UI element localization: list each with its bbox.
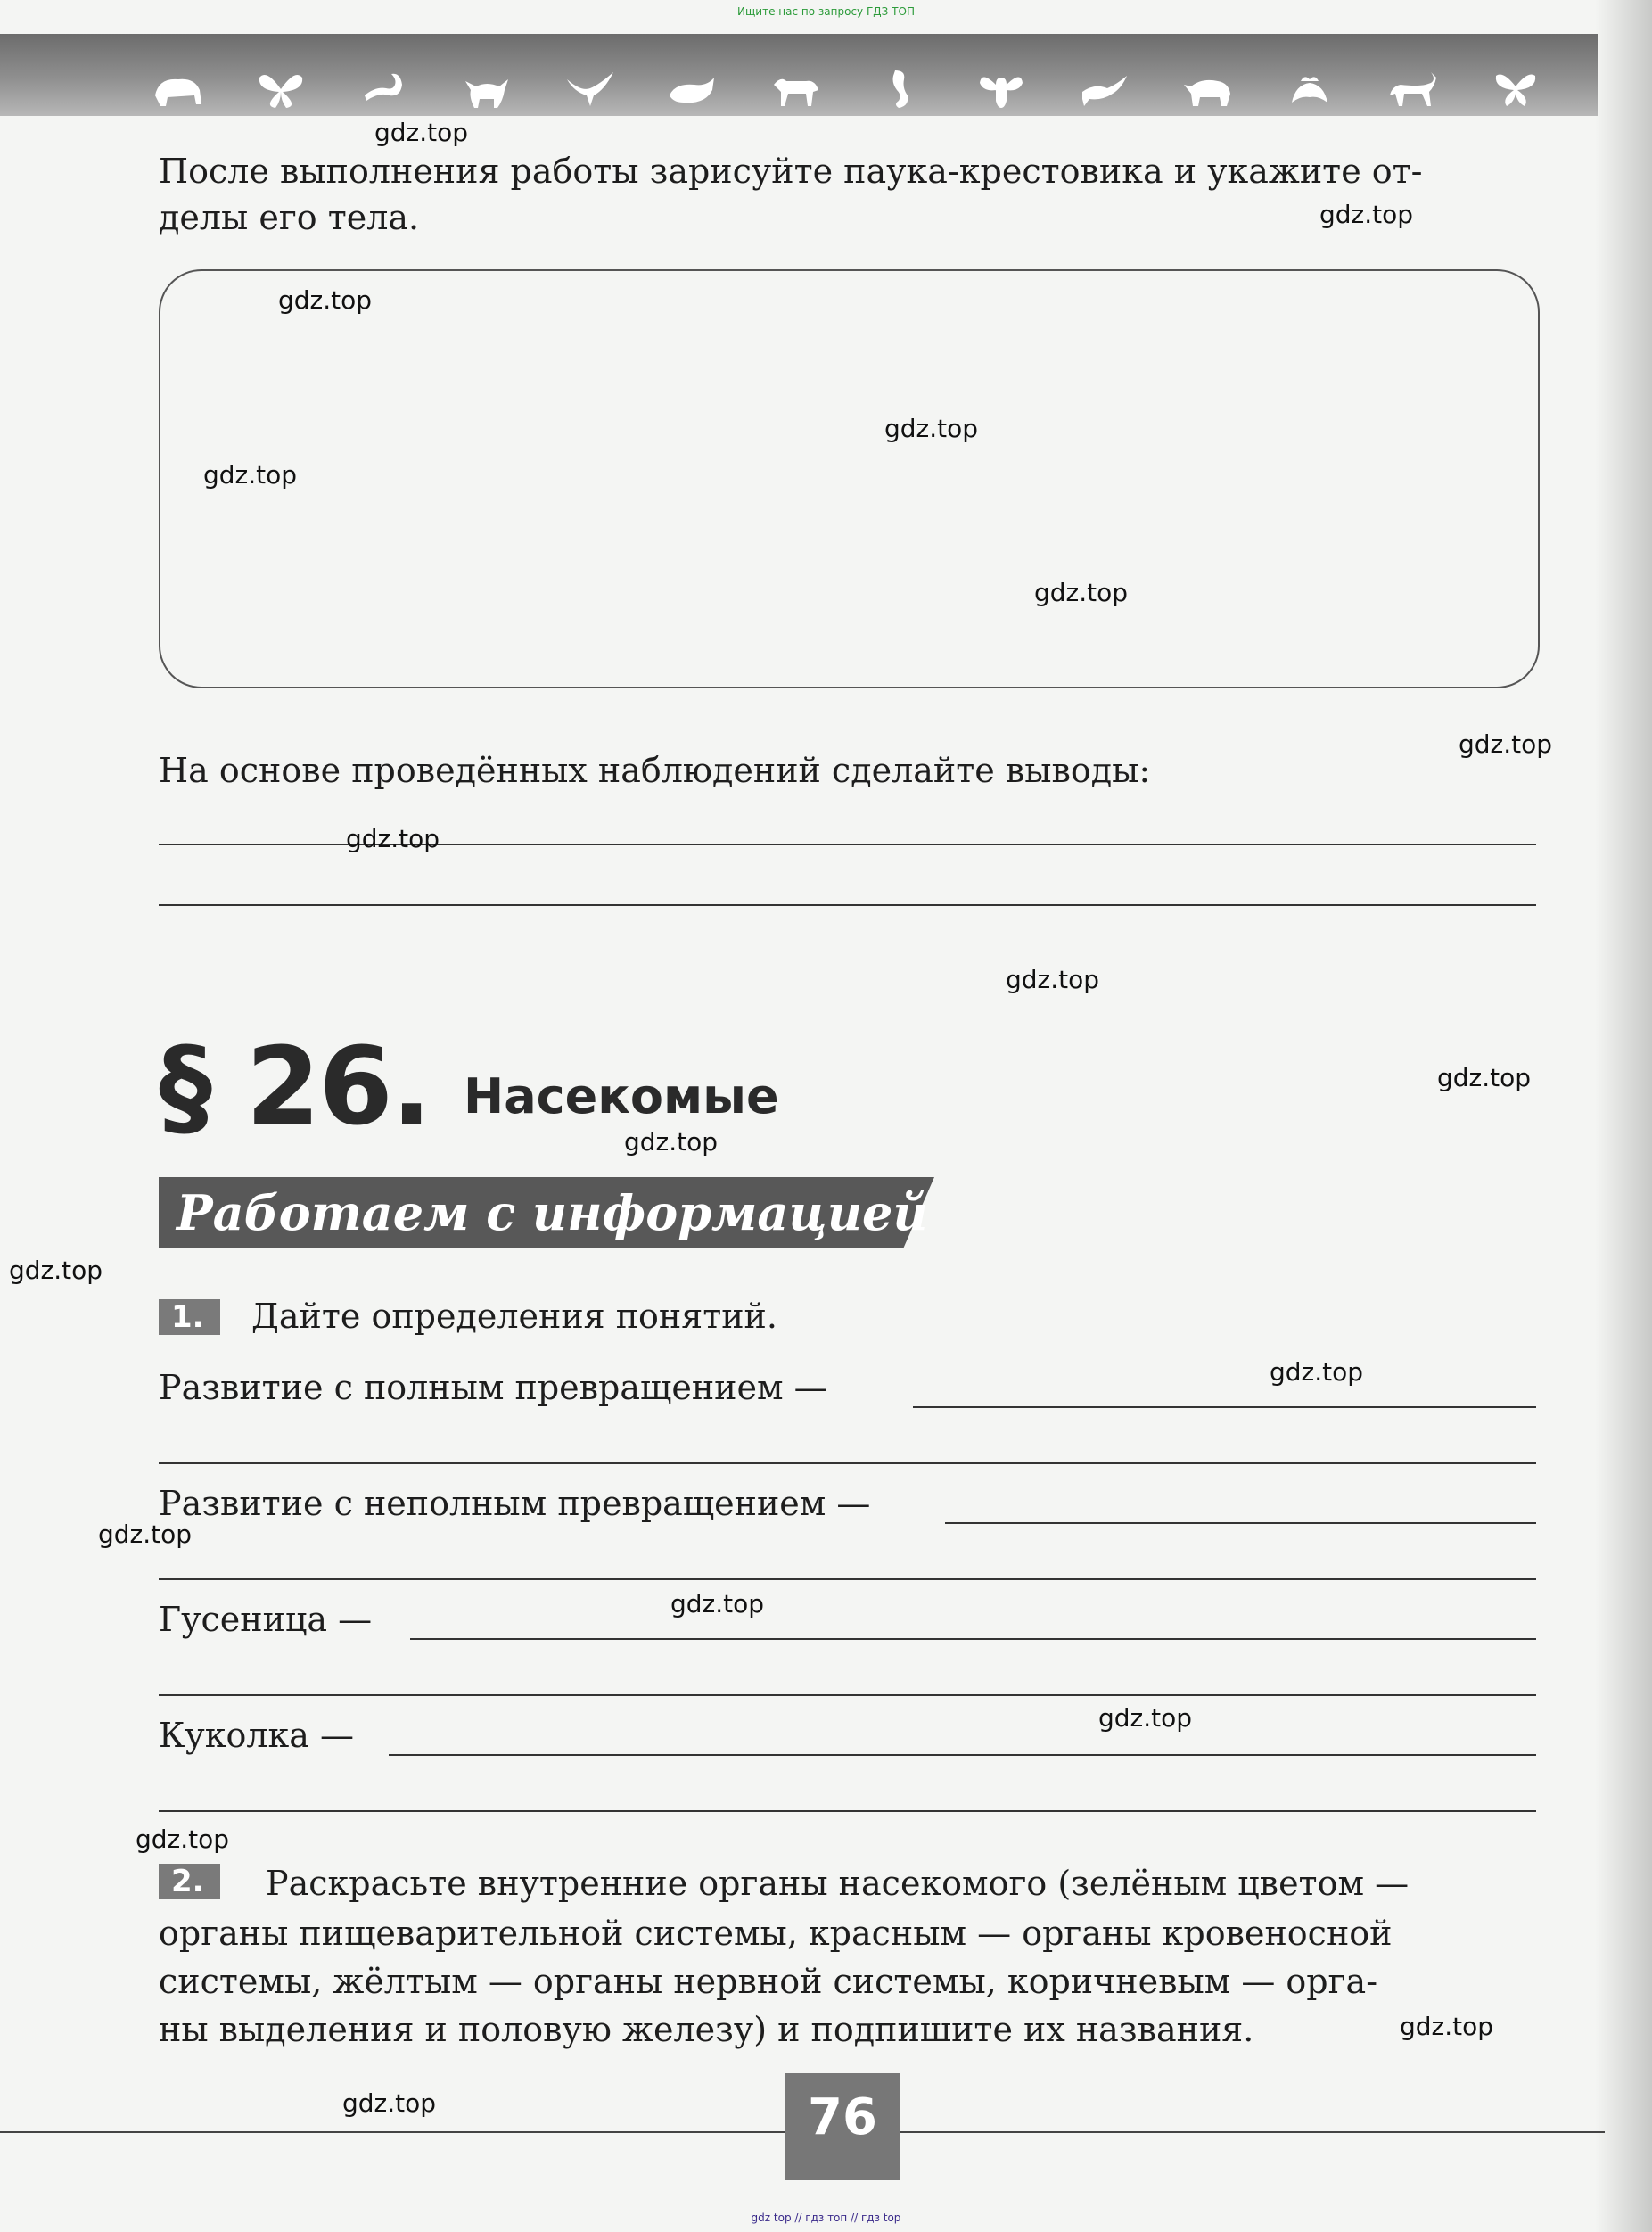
task1-badge: 1. <box>159 1299 220 1335</box>
scorpion-icon <box>358 65 411 113</box>
watermark: gdz.top <box>342 2088 437 2118</box>
top-note: Ищите нас по запросу ГДЗ ТОП <box>737 5 915 18</box>
answer-line-term4-a[interactable] <box>389 1754 1536 1756</box>
watermark: gdz.top <box>624 1127 719 1157</box>
watermark: gdz.top <box>670 1589 765 1618</box>
seahorse-icon <box>872 65 925 113</box>
answer-line-term3-b[interactable] <box>159 1694 1536 1696</box>
intro-line-2: делы его тела. <box>159 198 420 237</box>
watermark: gdz.top <box>884 414 979 443</box>
conclusions-prompt: На основе проведённых наблюдений сделайте выводы: <box>159 751 1151 790</box>
frog-icon <box>1283 65 1336 113</box>
watermark: gdz.top <box>203 460 298 490</box>
wolf-icon <box>768 65 822 113</box>
watermark: gdz.top <box>1034 578 1129 607</box>
horse-icon <box>1386 65 1440 113</box>
rhino-icon <box>1180 65 1234 113</box>
task1-header <box>159 1299 220 1335</box>
answer-line-term2-b[interactable] <box>159 1578 1536 1580</box>
term-full-metamorphosis: Развитие с полным превращением — <box>159 1368 828 1407</box>
info-banner-text: Работаем с информацией <box>177 1184 928 1241</box>
answer-line-term4-b[interactable] <box>159 1810 1536 1812</box>
watermark: gdz.top <box>1400 2012 1494 2041</box>
section-number: § 26. <box>159 1025 431 1149</box>
task2-line-4: ны выделения и половую железу) и подпишите их названия. <box>159 2010 1254 2049</box>
animal-silhouettes <box>152 62 1542 116</box>
butterfly-icon <box>254 65 308 113</box>
bird-icon <box>563 65 617 113</box>
watermark: gdz.top <box>1006 965 1100 994</box>
page-number: 76 <box>808 2088 877 2146</box>
task1-title: Дайте определения понятий. <box>251 1297 777 1336</box>
watermark: gdz.top <box>1459 729 1553 759</box>
answer-line-term2-a[interactable] <box>945 1522 1536 1524</box>
watermark: gdz.top <box>9 1256 103 1285</box>
whale-icon <box>666 65 719 113</box>
answer-line-2[interactable] <box>159 904 1536 906</box>
answer-line-term3-a[interactable] <box>410 1638 1536 1640</box>
watermark: gdz.top <box>136 1824 230 1854</box>
section-title: Насекомые <box>464 1068 779 1124</box>
task2-line-2: органы пищеварительной системы, красным — органы кровеносной <box>159 1914 1393 1953</box>
task2-line-3: системы, жёлтым — органы нервной системы, коричневым — орга- <box>159 1962 1378 2001</box>
page-fold-shadow <box>1595 0 1652 2232</box>
bison-icon <box>152 65 205 113</box>
task2-line-1: Раскрасьте внутренние органы насекомого (зелёным цветом — <box>266 1864 1410 1903</box>
term-incomplete-metamorphosis: Развитие с неполным превращением — <box>159 1484 871 1523</box>
bull-icon <box>460 65 514 113</box>
term-caterpillar: Гусеница — <box>159 1600 373 1639</box>
task2-badge: 2. <box>159 1864 220 1899</box>
watermark: gdz.top <box>1437 1063 1532 1092</box>
watermark: gdz.top <box>278 285 373 315</box>
watermark: gdz.top <box>374 118 469 147</box>
watermark: gdz.top <box>346 824 440 853</box>
fly-icon <box>974 65 1028 113</box>
watermark: gdz.top <box>1270 1357 1364 1387</box>
watermark: gdz.top <box>1319 200 1414 229</box>
bottom-note: gdz top // гдз топ // гдз top <box>751 2211 901 2224</box>
task2-header <box>159 1864 220 1899</box>
answer-line-term1-a[interactable] <box>913 1406 1536 1408</box>
intro-line-1: После выполнения работы зарисуйте паука-крестовика и укажите от- <box>159 152 1423 191</box>
term-pupa: Куколка — <box>159 1716 355 1755</box>
drawing-area[interactable] <box>159 269 1540 688</box>
watermark: gdz.top <box>98 1520 193 1549</box>
watermark: gdz.top <box>1098 1703 1193 1733</box>
answer-line-term1-b[interactable] <box>159 1462 1536 1464</box>
moth-icon <box>1489 65 1542 113</box>
lizard-icon <box>1077 65 1130 113</box>
